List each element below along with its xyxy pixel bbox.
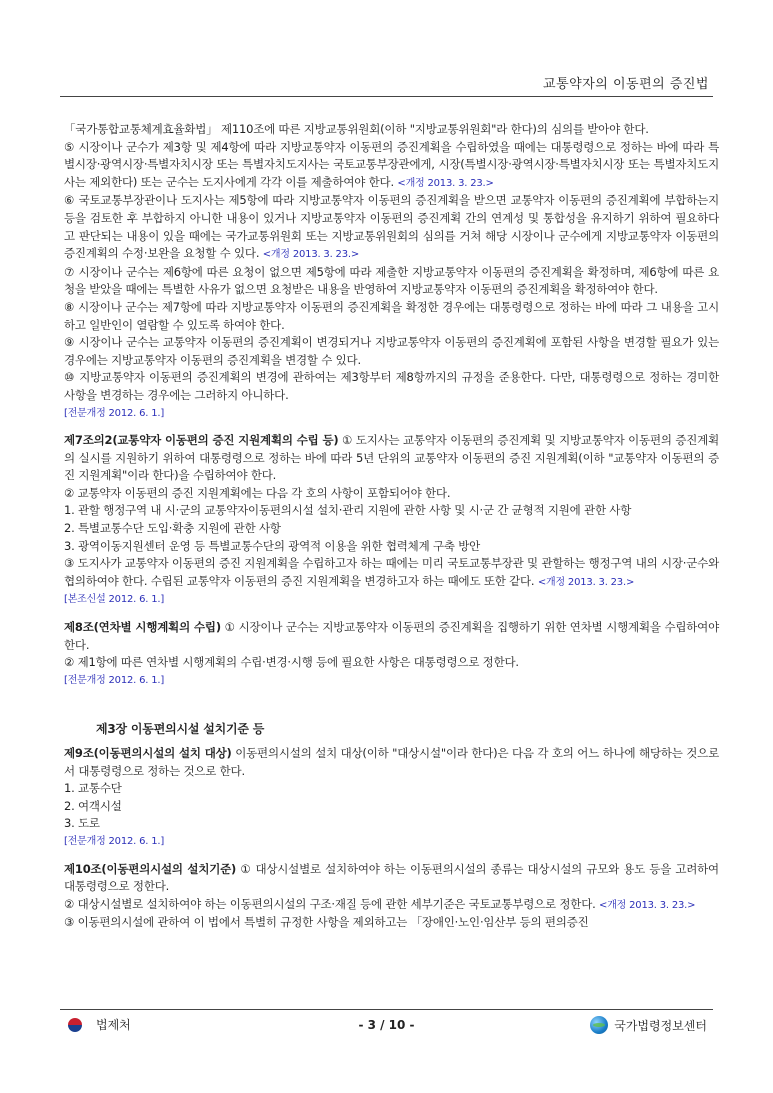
paragraph: ⑧ 시장이나 군수는 제7항에 따라 지방교통약자 이동편의 증진계획을 확정한 경우에는 대통령령으로 정하는 바에 따라 그 내용을 고시하고 일반인이 열람할 수 있도록 하여야 한다. bbox=[64, 299, 719, 332]
list-item: 3. 광역이동지원센터 운영 등 특별교통수단의 광역적 이용을 위한 협력체계 구축 방안 bbox=[64, 538, 481, 553]
list-item: 3. 도로 bbox=[64, 816, 100, 831]
paragraph: ⑥ 국토교통부장관이나 도지사는 제5항에 따라 지방교통약자 이동편의 증진계획을 받으면 교통약자 이동편의 증진계획에 부합하는지 등을 검토한 후 부합하지 아니한 내용이 있거나 지방교통약자 이동편의 증진계획 간의 연계성 및 통합성을 유지하기 위하여 필요하다고 판단되는 내용이 있을 때에는 국가교통위원회 또는 지방교통위원회의 심의를 거쳐 해당 시장이나 군수에게 지방교통약자 이동편의 증진계획의 수정·보완을 요청할 수 있다. <개정 2013. 3. 23.> bbox=[64, 193, 719, 261]
footer-right bbox=[590, 1016, 707, 1034]
paragraph: ⑤ 시장이나 군수가 제3항 및 제4항에 따라 지방교통약자 이동편의 증진계획을 수립하였을 때에는 대통령령으로 정하는 바에 따라 특별시장·광역시장·특별자치시장 또는 특별자치도지사는 국토교통부장관에게, 시장(특별시장·광역시장·특별자치시장 또는 특별자치도지사는 제외한다) 또는 군수는 도지사에게 각각 이를 제출하여야 한다. <개정 2013. 3. 23.> bbox=[64, 139, 719, 189]
globe-logo-icon bbox=[590, 1016, 608, 1034]
footer-source: 법제처 bbox=[96, 1018, 131, 1032]
list-item: 1. 관할 행정구역 내 시·군의 교통약자이동편의시설 설치·관리 지원에 관한 사항 및 시·군 간 균형적 지원에 관한 사항 bbox=[64, 503, 632, 518]
amendment-note: <개정 2013. 3. 23.> bbox=[397, 177, 494, 189]
amendment-note: <개정 2013. 3. 23.> bbox=[262, 249, 360, 261]
revision-note: [전문개정 2012. 6. 1.] bbox=[64, 674, 165, 686]
article-title: 제9조(이동편의시설의 설치 대상) bbox=[64, 746, 232, 760]
article-7-2: 제7조의2(교통약자 이동편의 증진 지원계획의 수립 등) ① 도지사는 교통약자 이동편의 증진계획 및 지방교통약자 이동편의 증진계획의 실시를 지원하기 위하여 대통령령으로 정하는 바에 따라 5년 단위의 교통약자 이동편의 증진 지원계획(이하 "교통약자 이동편의 증진 지원계획"이라 한다)을 수립하여야 한다. bbox=[64, 433, 719, 483]
paragraph: ⑨ 시장이나 군수는 교통약자 이동편의 증진계획이 변경되거나 지방교통약자 이동편의 증진계획에 포함된 사항을 변경할 필요가 있는 경우에는 지방교통약자 이동편의 증진계획을 변경할 수 있다. bbox=[64, 335, 719, 367]
paragraph: ② 교통약자 이동편의 증진 지원계획에는 다음 각 호의 사항이 포함되어야 한다. bbox=[64, 485, 451, 500]
article-10: 제10조(이동편의시설의 설치기준) ① 대상시설별로 설치하여야 하는 이동편의시설의 종류는 대상시설의 규모와 용도 등을 고려하여 대통령령으로 정한다. bbox=[64, 861, 719, 894]
article-title: 제10조(이동편의시설의 설치기준) bbox=[64, 861, 237, 876]
footer-divider bbox=[60, 1009, 713, 1010]
amendment-note: <개정 2013. 3. 23.> bbox=[599, 899, 696, 911]
header-divider bbox=[60, 96, 713, 97]
revision-note: [전문개정 2012. 6. 1.] bbox=[64, 835, 165, 847]
amendment-note: <개정 2013. 3. 23.> bbox=[537, 576, 635, 588]
article-title: 제7조의2(교통약자 이동편의 증진 지원계획의 수립 등) bbox=[64, 433, 339, 448]
paragraph: ② 제1항에 따른 연차별 시행계획의 수립·변경·시행 등에 필요한 사항은 대통령령으로 정한다. bbox=[64, 655, 519, 670]
footer-center-name: 국가법령정보센터 bbox=[614, 1018, 707, 1033]
paragraph: ③ 이동편의시설에 관하여 이 법에서 특별히 규정한 사항을 제외하고는 「장애인·노인·임산부 등의 편의증진 bbox=[64, 915, 589, 930]
page-footer bbox=[60, 1016, 713, 1040]
document-body bbox=[64, 121, 719, 932]
paragraph: ② 대상시설별로 설치하여야 하는 이동편의시설의 구조·재질 등에 관한 세부기준은 국토교통부령으로 정한다. <개정 2013. 3. 23.> bbox=[64, 896, 696, 911]
document-header-title: 교통약자의 이동편의 증진법 bbox=[543, 77, 709, 92]
article-9: 제9조(이동편의시설의 설치 대상) 이동편의시설의 설치 대상(이하 "대상시설"이라 한다)은 다음 각 호의 어느 하나에 해당하는 것으로서 대통령령으로 정하는 것으로 한다. bbox=[64, 746, 719, 778]
list-item: 2. 특별교통수단 도입·확충 지원에 관한 사항 bbox=[64, 521, 281, 536]
article-8: 제8조(연차별 시행계획의 수립) ① 시장이나 군수는 지방교통약자 이동편의 증진계획을 집행하기 위한 연차별 시행계획을 수립하여야 한다. bbox=[64, 620, 719, 652]
paragraph: ⑩ 지방교통약자 이동편의 증진계획의 변경에 관하여는 제3항부터 제8항까지의 규정을 준용한다. 다만, 대통령령으로 정하는 경미한 사항을 변경하는 경우에는 그러하지 아니하다. bbox=[64, 370, 719, 402]
list-item: 2. 여객시설 bbox=[64, 798, 122, 813]
revision-note: [본조신설 2012. 6. 1.] bbox=[64, 594, 165, 606]
revision-note: [전문개정 2012. 6. 1.] bbox=[64, 407, 165, 419]
paragraph: ⑦ 시장이나 군수는 제6항에 따른 요청이 없으면 제5항에 따라 제출한 지방교통약자 이동편의 증진계획을 확정하며, 제6항에 따른 요청을 받았을 때에는 특별한 사유가 없으면 요청받은 내용을 반영하여 지방교통약자 이동편의 증진계획을 확정하여야 한다. bbox=[64, 264, 719, 297]
article-title: 제8조(연차별 시행계획의 수립) bbox=[64, 620, 221, 635]
list-item: 1. 교통수단 bbox=[64, 781, 122, 796]
page-number: - 3 / 10 - bbox=[358, 1018, 415, 1032]
chapter-title: 제3장 이동편의시설 설치기준 등 bbox=[96, 722, 265, 737]
paragraph: ③ 도지사가 교통약자 이동편의 증진 지원계획을 수립하고자 하는 때에는 미리 국토교통부장관 및 관할하는 행정구역 내의 시장·군수와 협의하여야 한다. 수립된 교통약자 이동편의 증진 지원계획을 변경하고자 하는 때에도 또한 같다. <개정 2013. 3. 23.> bbox=[64, 556, 719, 588]
paragraph: 「국가통합교통체계효율화법」 제110조에 따른 지방교통위원회(이하 "지방교통위원회"라 한다)의 심의를 받아야 한다. bbox=[64, 122, 649, 136]
